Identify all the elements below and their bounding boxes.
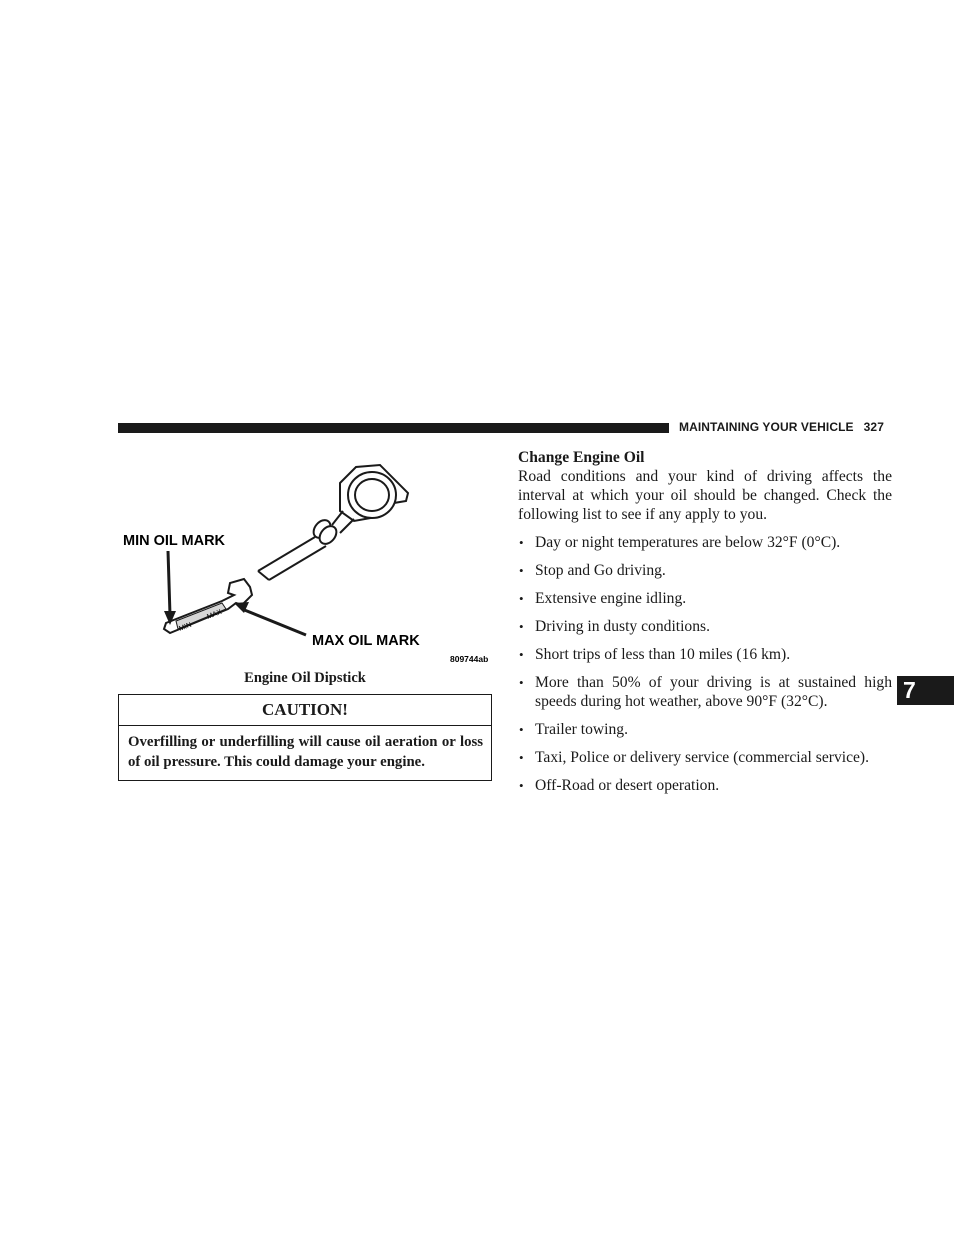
bullet-icon: • <box>519 647 524 662</box>
chapter-tab: 7 <box>897 676 954 705</box>
bullet-icon: • <box>519 591 524 606</box>
stick-min-text: MIN <box>178 621 193 633</box>
dipstick-handle-icon <box>258 465 408 580</box>
list-item: • Stop and Go driving. <box>519 562 666 579</box>
list-item: • Driving in dusty conditions. <box>519 618 710 635</box>
min-oil-mark-label: MIN OIL MARK <box>123 533 226 549</box>
caution-body: Overfilling or underfilling will cause oil aeration or loss of oil pressure. This could damage your engine. <box>128 734 483 770</box>
list-item: • Trailer towing. <box>519 721 628 738</box>
stick-max-text: MAX <box>206 608 223 621</box>
list-item: • Day or night temperatures are below 32°F (0°C). <box>519 534 841 551</box>
list-item: • Off-Road or desert operation. <box>519 777 720 794</box>
caution-box <box>118 694 492 781</box>
header-rule <box>118 423 669 433</box>
section-heading: Change Engine Oil <box>518 449 645 466</box>
bullet-icon: • <box>519 750 524 765</box>
bullet-icon: • <box>519 535 524 550</box>
max-mark-arrow-icon <box>234 602 306 635</box>
change-engine-oil-section <box>518 448 892 804</box>
figure-caption: Engine Oil Dipstick <box>244 670 366 686</box>
running-header <box>679 420 894 434</box>
bullet-icon: • <box>519 722 524 737</box>
bullet-icon: • <box>519 778 524 793</box>
bullet-icon: • <box>519 675 524 690</box>
image-code: 809744ab <box>450 654 489 664</box>
list-item: • Short trips of less than 10 miles (16 km). <box>519 646 791 663</box>
caution-title: CAUTION! <box>119 695 491 726</box>
list-item: • Extensive engine idling. <box>519 590 687 607</box>
min-mark-arrow-icon <box>164 551 176 625</box>
dipstick-illustration <box>118 455 492 670</box>
section-intro: Road conditions and your kind of driving affects the interval at which your oil should be changed. Check the following list to see if any apply to you. <box>518 468 892 523</box>
bullet-icon: • <box>519 563 524 578</box>
page-number: 327 <box>863 420 884 434</box>
condition-list <box>518 533 892 795</box>
bullet-icon: • <box>519 619 524 634</box>
max-oil-mark-label: MAX OIL MARK <box>312 633 420 649</box>
list-item: • More than 50% of your driving is at sustained high speeds during hot weather, above 90°F (32°C). <box>519 674 892 710</box>
header-section-title: MAINTAINING YOUR VEHICLE <box>679 420 854 434</box>
list-item: • Taxi, Police or delivery service (commercial service). <box>519 749 870 766</box>
